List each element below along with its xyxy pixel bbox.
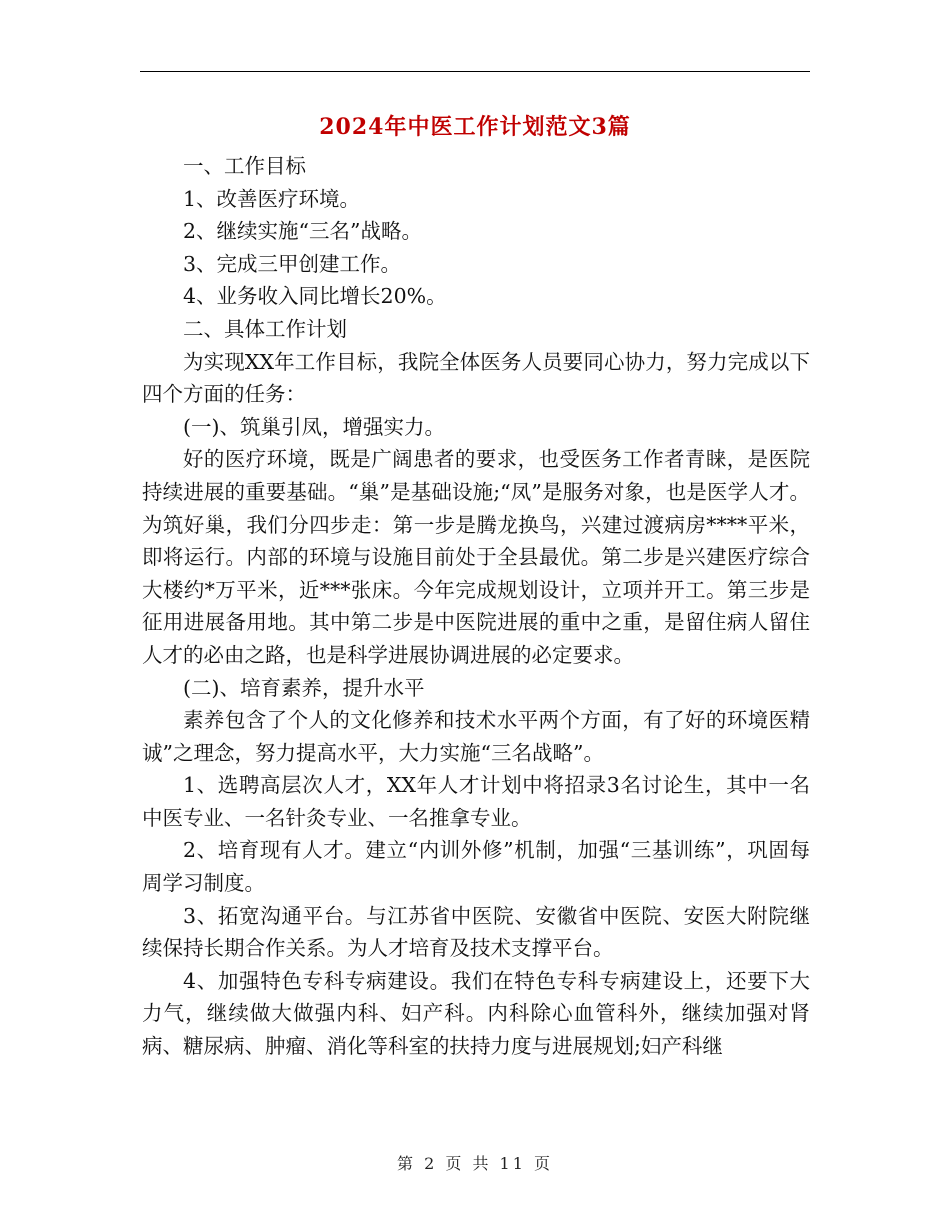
paragraph: (一)、筑巢引凤，增强实力。 bbox=[183, 414, 445, 439]
header-rule bbox=[140, 71, 810, 72]
paragraph: 好的医疗环境，既是广阔患者的要求，也受医务工作者青睐，是医院持续进展的重要基础。“巢”是基础设施;“凤”是服务对象，也是医学人才。为筑好巢，我们分四步走：第一步是腾龙换鸟，兴建过渡病房****平米，即将运行。内部的环境与设施目前处于全县最优。第二步是兴建医疗综合大楼约*万平米，近***张床。今年完成规划设计，立项并开工。第三步是征用进展备用地。其中第二步是中医院进展的重中之重，是留住病人留住人才的必由之路，也是科学进展协调进展的必定要求。 bbox=[142, 447, 810, 667]
paragraph: 1、选聘高层次人才，XX年人才计划中将招录3名讨论生，其中一名中医专业、一名针灸专业、一名推拿专业。 bbox=[142, 773, 810, 830]
document-title: 2024年中医工作计划范文3篇 bbox=[319, 114, 631, 140]
paragraph: 3、完成三甲创建工作。 bbox=[183, 251, 402, 276]
paragraph: 4、业务收入同比增长20%。 bbox=[183, 284, 447, 309]
paragraph: 2、继续实施“三名”战略。 bbox=[183, 219, 423, 244]
paragraph: 4、加强特色专科专病建设。我们在特色专科专病建设上，还要下大力气，继续做大做强内科、妇产科。内科除心血管科外，继续加强对肾病、糖尿病、肿瘤、消化等科室的扶持力度与进展规划;妇产科继 bbox=[142, 968, 810, 1059]
paragraph: (二)、培育素养，提升水平 bbox=[183, 675, 425, 700]
paragraph: 2、培育现有人才。建立“内训外修”机制，加强“三基训练”，巩固每周学习制度。 bbox=[142, 838, 810, 896]
paragraph: 1、改善医疗环境。 bbox=[183, 186, 361, 211]
paragraph: 3、拓宽沟通平台。与江苏省中医院、安徽省中医院、安医大附院继续保持长期合作关系。为人才培育及技术支撑平台。 bbox=[142, 903, 810, 961]
paragraph: 为实现XX年工作目标，我院全体医务人员要同心协力，努力完成以下四个方面的任务： bbox=[142, 349, 810, 407]
document-body bbox=[142, 150, 810, 1063]
paragraph: 一、工作目标 bbox=[183, 154, 306, 178]
paragraph: 二、具体工作计划 bbox=[183, 316, 347, 341]
page-number: 第 2 页 共 11 页 bbox=[397, 1154, 553, 1173]
paragraph: 素养包含了个人的文化修养和技术水平两个方面，有了好的环境医精诚”之理念，努力提高水平，大力实施“三名战略”。 bbox=[142, 708, 810, 765]
